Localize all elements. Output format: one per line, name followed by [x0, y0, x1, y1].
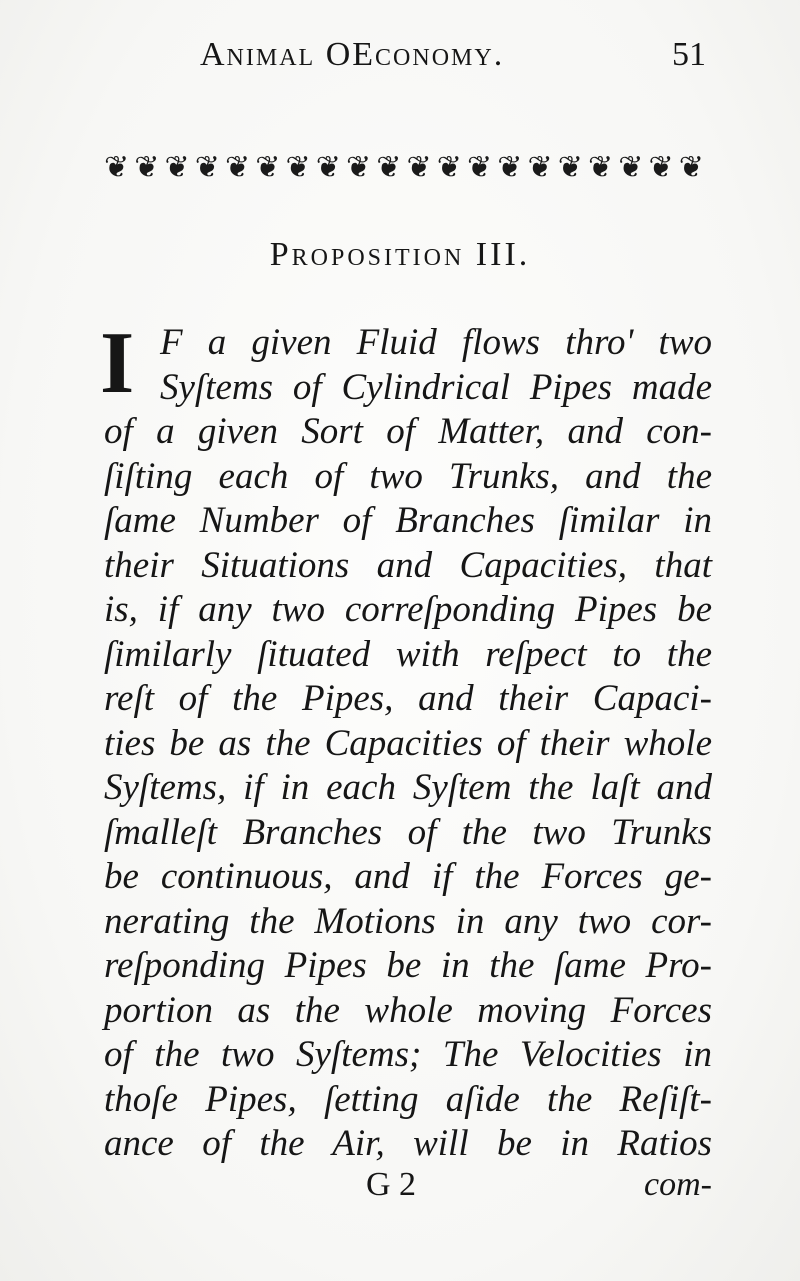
fleuron-ornament-icon: ❦ [527, 151, 553, 184]
fleuron-ornament-icon: ❦ [678, 151, 704, 184]
text-line: ance of the Air, will be in Ratios [104, 1123, 712, 1164]
fleuron-ornament-icon: ❦ [194, 151, 220, 184]
text-line: nerating the Motions in any two cor- [104, 900, 712, 942]
fleuron-ornament-icon: ❦ [467, 151, 493, 184]
text-line: is, if any two correſponding Pipes be [104, 589, 712, 630]
fleuron-ornament-icon: ❦ [376, 151, 402, 184]
fleuron-ornament-icon: ❦ [255, 151, 281, 184]
signature-mark: G 2 [366, 1166, 417, 1203]
fleuron-ornament-icon: ❦ [164, 151, 190, 184]
text-line: portion as the whole moving Forces [104, 989, 712, 1031]
page-header [190, 36, 710, 86]
page-number: 51 [672, 36, 706, 73]
running-head: Animal OEconomy. [200, 36, 505, 73]
fleuron-ornament-icon: ❦ [104, 151, 130, 184]
text-line: ties be as the Capacities of their whole [104, 722, 712, 764]
text-line: their Situations and Capacities, that [104, 544, 712, 586]
fleuron-ornament-icon: ❦ [406, 151, 432, 184]
fleuron-ornament-icon: ❦ [225, 151, 251, 184]
fleuron-ornament-icon: ❦ [588, 151, 614, 184]
text-line: ſimilarly ſituated with reſpect to the [104, 633, 712, 675]
fleuron-ornament-icon: ❦ [557, 151, 583, 184]
fleuron-ornament-icon: ❦ [436, 151, 462, 184]
text-line: ſame Number of Branches ſimilar in [104, 500, 712, 541]
text-line: reſt of the Pipes, and their Capaci- [104, 678, 712, 719]
proposition-text [100, 315, 712, 1167]
page-footer [104, 1166, 712, 1210]
text-line: thoſe Pipes, ſetting aſide the Reſiſt- [104, 1078, 712, 1120]
text-line: ſiſting each of two Trunks, and the [104, 455, 712, 497]
fleuron-ornament-icon: ❦ [134, 151, 160, 184]
text-line: Syſtems, if in each Syſtem the laſt and [104, 767, 712, 808]
text-line: ſmalleſt Branches of the two Trunks [104, 811, 712, 853]
ornamental-headpiece [104, 150, 704, 186]
proposition-title: Proposition III. [269, 236, 531, 273]
text-line: Syſtems of Cylindrical Pipes made [160, 366, 712, 408]
fleuron-ornament-icon: ❦ [497, 151, 523, 184]
fleuron-ornament-icon: ❦ [285, 151, 311, 184]
catchword: com- [644, 1166, 712, 1203]
text-line: of a given Sort of Matter, and con- [104, 411, 712, 452]
text-line: reſponding Pipes be in the ſame Pro- [104, 945, 712, 986]
text-line: be continuous, and if the Forces ge- [104, 856, 712, 897]
fleuron-ornament-icon: ❦ [315, 151, 341, 184]
fleuron-ornament-icon: ❦ [648, 151, 674, 184]
text-line: of the two Syſtems; The Velocities in [104, 1034, 712, 1075]
text-line: F a given Fluid flows thro' two [160, 322, 712, 363]
fleuron-ornament-icon: ❦ [618, 151, 644, 184]
fleuron-ornament-icon: ❦ [346, 151, 372, 184]
drop-cap: I [100, 315, 135, 412]
